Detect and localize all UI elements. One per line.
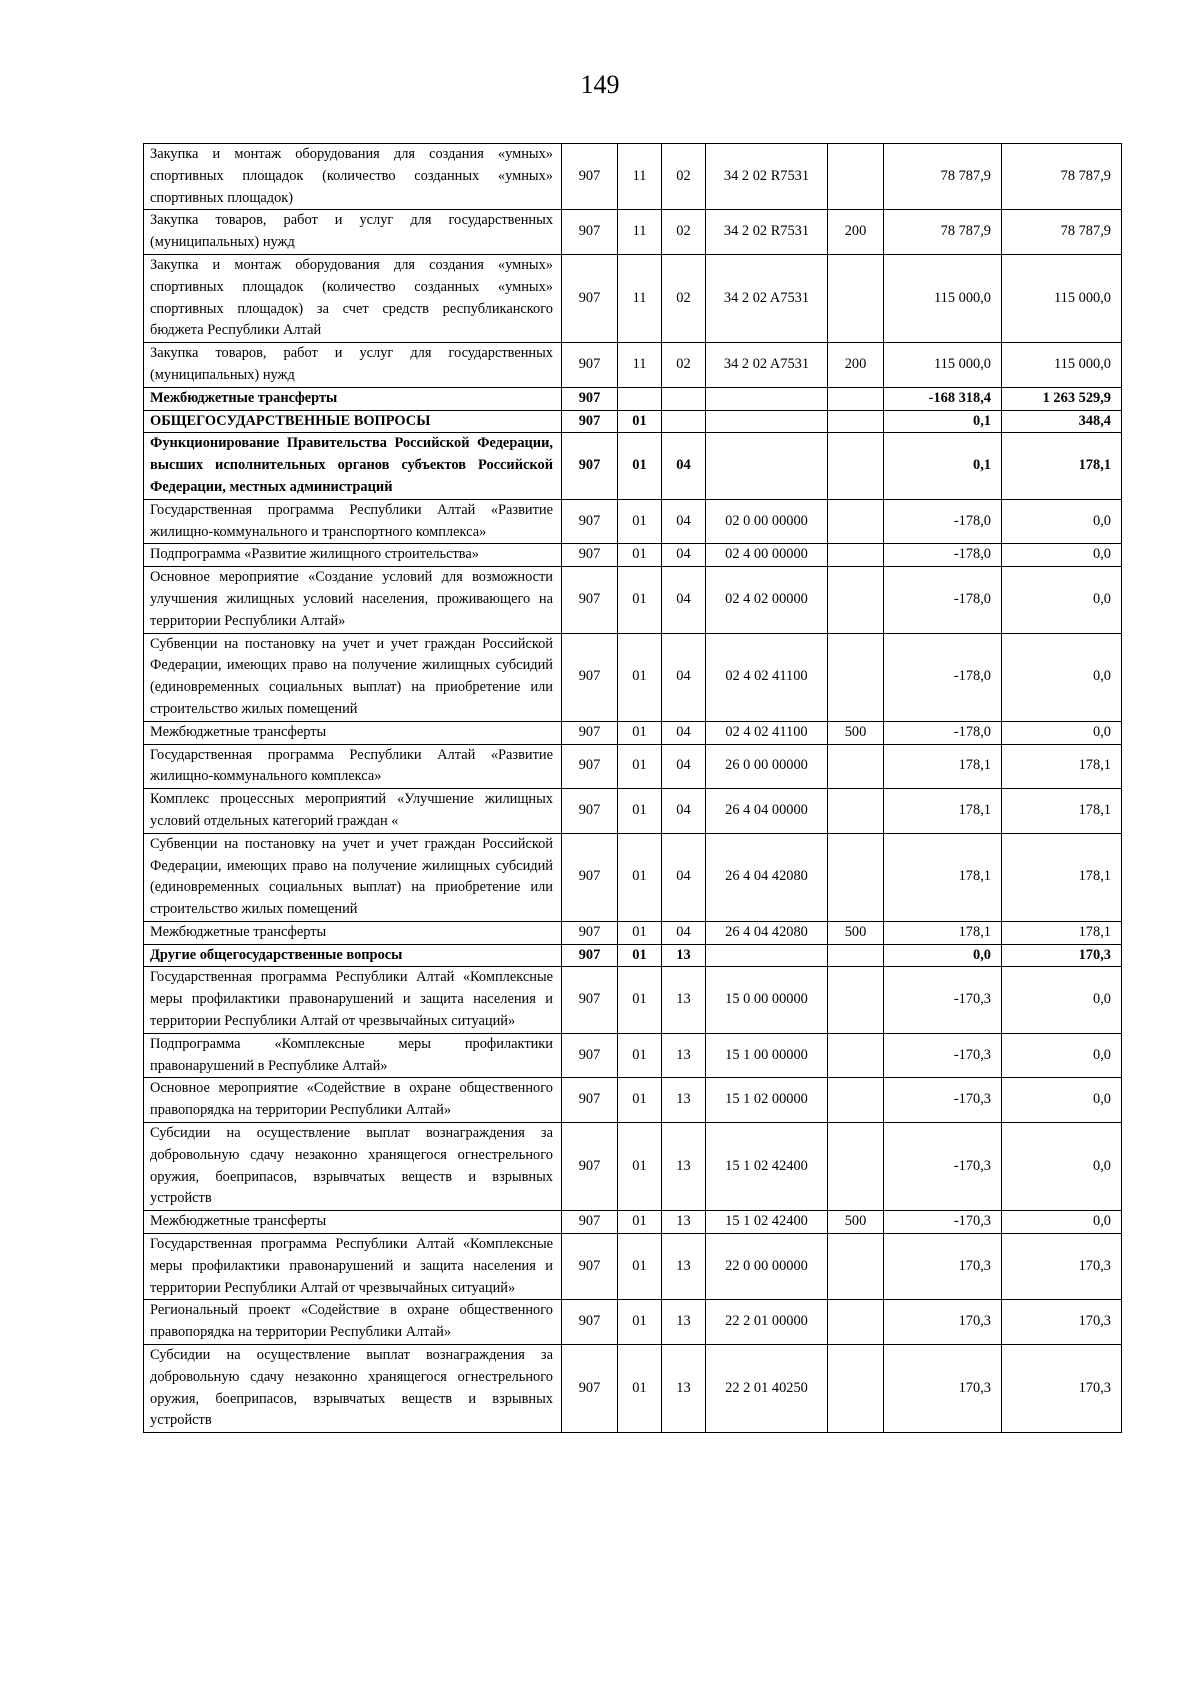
cell-code: 907 bbox=[562, 567, 618, 633]
cell-subsection bbox=[662, 387, 706, 410]
cell-name: Субсидии на осуществление выплат вознаграждения за добровольную сдачу незаконно хранящегося огнестрельного оружия, боеприпасов, взрывчатых веществ и взрывных устройств bbox=[144, 1123, 562, 1211]
cell-amount-2: 0,0 bbox=[1002, 544, 1122, 567]
cell-subsection: 04 bbox=[662, 499, 706, 544]
cell-section: 01 bbox=[618, 1033, 662, 1078]
cell-amount-2: 78 787,9 bbox=[1002, 144, 1122, 210]
cell-amount-2: 0,0 bbox=[1002, 499, 1122, 544]
cell-target-article: 02 4 02 00000 bbox=[706, 567, 828, 633]
cell-section: 01 bbox=[618, 1345, 662, 1433]
cell-section: 01 bbox=[618, 499, 662, 544]
cell-expense-type bbox=[828, 1078, 884, 1123]
cell-target-article: 02 4 00 00000 bbox=[706, 544, 828, 567]
cell-target-article: 34 2 02 A7531 bbox=[706, 343, 828, 388]
cell-code: 907 bbox=[562, 343, 618, 388]
cell-amount-2: 1 263 529,9 bbox=[1002, 387, 1122, 410]
table-row bbox=[144, 944, 1122, 967]
cell-subsection: 04 bbox=[662, 921, 706, 944]
cell-name: Основное мероприятие «Содействие в охране общественного правопорядка на территории Республики Алтай» bbox=[144, 1078, 562, 1123]
cell-amount-2: 170,3 bbox=[1002, 944, 1122, 967]
cell-amount-1: 0,0 bbox=[884, 944, 1002, 967]
cell-expense-type: 200 bbox=[828, 343, 884, 388]
cell-amount-2: 0,0 bbox=[1002, 1211, 1122, 1234]
cell-code: 907 bbox=[562, 410, 618, 433]
table-row bbox=[144, 567, 1122, 633]
cell-subsection: 04 bbox=[662, 721, 706, 744]
cell-amount-2: 178,1 bbox=[1002, 921, 1122, 944]
table-row bbox=[144, 544, 1122, 567]
cell-amount-2: 178,1 bbox=[1002, 433, 1122, 499]
cell-name: Другие общегосударственные вопросы bbox=[144, 944, 562, 967]
cell-amount-2: 348,4 bbox=[1002, 410, 1122, 433]
table-row bbox=[144, 144, 1122, 210]
cell-name: Государственная программа Республики Алтай «Комплексные меры профилактики правонарушений и защита населения и территории Республики Алтай от чрезвычайных ситуаций» bbox=[144, 967, 562, 1033]
cell-amount-1: -178,0 bbox=[884, 567, 1002, 633]
cell-amount-2: 0,0 bbox=[1002, 567, 1122, 633]
cell-expense-type bbox=[828, 789, 884, 834]
cell-amount-1: 178,1 bbox=[884, 833, 1002, 921]
cell-section: 01 bbox=[618, 1123, 662, 1211]
cell-expense-type: 500 bbox=[828, 1211, 884, 1234]
table-row bbox=[144, 254, 1122, 342]
cell-code: 907 bbox=[562, 1033, 618, 1078]
cell-code: 907 bbox=[562, 1211, 618, 1234]
cell-subsection: 02 bbox=[662, 210, 706, 255]
table-row bbox=[144, 210, 1122, 255]
cell-amount-1: -178,0 bbox=[884, 499, 1002, 544]
cell-amount-1: 78 787,9 bbox=[884, 210, 1002, 255]
cell-expense-type bbox=[828, 387, 884, 410]
cell-section: 11 bbox=[618, 144, 662, 210]
cell-expense-type: 200 bbox=[828, 210, 884, 255]
cell-subsection: 04 bbox=[662, 633, 706, 721]
cell-target-article: 26 4 04 42080 bbox=[706, 833, 828, 921]
cell-amount-2: 0,0 bbox=[1002, 1123, 1122, 1211]
cell-name: Субвенции на постановку на учет и учет граждан Российской Федерации, имеющих право на получение жилищных субсидий (единовременных социальных выплат) на приобретение или строительство жилых помещений bbox=[144, 833, 562, 921]
cell-expense-type bbox=[828, 567, 884, 633]
cell-name: Региональный проект «Содействие в охране общественного правопорядка на территории Республики Алтай» bbox=[144, 1300, 562, 1345]
cell-name: Основное мероприятие «Создание условий для возможности улучшения жилищных условий населения, проживающего на территории Республики Алтай» bbox=[144, 567, 562, 633]
cell-amount-1: -170,3 bbox=[884, 1211, 1002, 1234]
cell-code: 907 bbox=[562, 633, 618, 721]
cell-subsection: 04 bbox=[662, 833, 706, 921]
cell-section: 01 bbox=[618, 544, 662, 567]
cell-subsection bbox=[662, 410, 706, 433]
cell-amount-2: 178,1 bbox=[1002, 833, 1122, 921]
cell-name: Закупка товаров, работ и услуг для государственных (муниципальных) нужд bbox=[144, 210, 562, 255]
cell-name: Государственная программа Республики Алтай «Комплексные меры профилактики правонарушений и защита населения и территории Республики Алтай от чрезвычайных ситуаций» bbox=[144, 1234, 562, 1300]
cell-code: 907 bbox=[562, 833, 618, 921]
cell-section: 01 bbox=[618, 567, 662, 633]
cell-amount-1: 115 000,0 bbox=[884, 343, 1002, 388]
cell-expense-type bbox=[828, 967, 884, 1033]
table-row bbox=[144, 1234, 1122, 1300]
cell-section: 11 bbox=[618, 210, 662, 255]
cell-subsection: 02 bbox=[662, 144, 706, 210]
cell-target-article bbox=[706, 944, 828, 967]
cell-code: 907 bbox=[562, 387, 618, 410]
cell-name: Субсидии на осуществление выплат вознаграждения за добровольную сдачу незаконно хранящегося огнестрельного оружия, боеприпасов, взрывчатых веществ и взрывных устройств bbox=[144, 1345, 562, 1433]
table-row bbox=[144, 1345, 1122, 1433]
cell-amount-2: 0,0 bbox=[1002, 721, 1122, 744]
table-row bbox=[144, 967, 1122, 1033]
cell-section: 01 bbox=[618, 721, 662, 744]
cell-target-article: 02 0 00 00000 bbox=[706, 499, 828, 544]
cell-amount-2: 170,3 bbox=[1002, 1345, 1122, 1433]
cell-amount-2: 0,0 bbox=[1002, 1033, 1122, 1078]
cell-section: 01 bbox=[618, 744, 662, 789]
cell-code: 907 bbox=[562, 944, 618, 967]
cell-expense-type bbox=[828, 544, 884, 567]
page-number: 149 bbox=[580, 70, 620, 99]
cell-subsection: 04 bbox=[662, 789, 706, 834]
cell-amount-2: 170,3 bbox=[1002, 1300, 1122, 1345]
cell-expense-type: 500 bbox=[828, 721, 884, 744]
cell-section: 11 bbox=[618, 343, 662, 388]
cell-code: 907 bbox=[562, 1234, 618, 1300]
cell-code: 907 bbox=[562, 967, 618, 1033]
cell-target-article bbox=[706, 410, 828, 433]
table-row bbox=[144, 499, 1122, 544]
cell-section: 01 bbox=[618, 433, 662, 499]
cell-expense-type bbox=[828, 1300, 884, 1345]
cell-expense-type bbox=[828, 499, 884, 544]
cell-amount-1: -170,3 bbox=[884, 1033, 1002, 1078]
table-row bbox=[144, 1123, 1122, 1211]
cell-code: 907 bbox=[562, 1345, 618, 1433]
cell-section: 11 bbox=[618, 254, 662, 342]
cell-amount-1: -170,3 bbox=[884, 967, 1002, 1033]
cell-target-article bbox=[706, 433, 828, 499]
cell-amount-1: 170,3 bbox=[884, 1234, 1002, 1300]
cell-subsection: 13 bbox=[662, 1300, 706, 1345]
cell-amount-1: 178,1 bbox=[884, 921, 1002, 944]
cell-amount-2: 170,3 bbox=[1002, 1234, 1122, 1300]
cell-expense-type bbox=[828, 1234, 884, 1300]
cell-name: Межбюджетные трансферты bbox=[144, 921, 562, 944]
cell-target-article: 26 4 04 42080 bbox=[706, 921, 828, 944]
cell-expense-type bbox=[828, 944, 884, 967]
cell-expense-type bbox=[828, 433, 884, 499]
cell-name: Государственная программа Республики Алтай «Развитие жилищно-коммунального комплекса» bbox=[144, 744, 562, 789]
cell-target-article: 22 2 01 00000 bbox=[706, 1300, 828, 1345]
cell-target-article: 15 1 02 00000 bbox=[706, 1078, 828, 1123]
cell-expense-type bbox=[828, 1123, 884, 1211]
cell-amount-1: 170,3 bbox=[884, 1300, 1002, 1345]
cell-amount-1: -168 318,4 bbox=[884, 387, 1002, 410]
cell-code: 907 bbox=[562, 721, 618, 744]
cell-amount-2: 0,0 bbox=[1002, 633, 1122, 721]
cell-name: ОБЩЕГОСУДАРСТВЕННЫЕ ВОПРОСЫ bbox=[144, 410, 562, 433]
cell-subsection: 13 bbox=[662, 967, 706, 1033]
table-row bbox=[144, 789, 1122, 834]
cell-target-article: 15 1 02 42400 bbox=[706, 1211, 828, 1234]
table-row bbox=[144, 921, 1122, 944]
cell-target-article: 34 2 02 R7531 bbox=[706, 144, 828, 210]
cell-amount-2: 0,0 bbox=[1002, 967, 1122, 1033]
cell-code: 907 bbox=[562, 210, 618, 255]
cell-section: 01 bbox=[618, 833, 662, 921]
cell-amount-1: 178,1 bbox=[884, 789, 1002, 834]
cell-amount-1: -178,0 bbox=[884, 544, 1002, 567]
cell-name: Закупка и монтаж оборудования для создания «умных» спортивных площадок (количество созданных «умных» спортивных площадок) bbox=[144, 144, 562, 210]
cell-target-article: 26 4 04 00000 bbox=[706, 789, 828, 834]
cell-subsection: 13 bbox=[662, 1078, 706, 1123]
table-row bbox=[144, 1211, 1122, 1234]
cell-code: 907 bbox=[562, 1123, 618, 1211]
cell-target-article: 15 1 00 00000 bbox=[706, 1033, 828, 1078]
cell-target-article bbox=[706, 387, 828, 410]
budget-table bbox=[143, 143, 1122, 1433]
cell-section: 01 bbox=[618, 1300, 662, 1345]
cell-code: 907 bbox=[562, 433, 618, 499]
cell-amount-1: 78 787,9 bbox=[884, 144, 1002, 210]
cell-code: 907 bbox=[562, 921, 618, 944]
cell-section: 01 bbox=[618, 410, 662, 433]
cell-expense-type bbox=[828, 254, 884, 342]
cell-amount-1: -178,0 bbox=[884, 721, 1002, 744]
cell-subsection: 02 bbox=[662, 343, 706, 388]
table-row bbox=[144, 1078, 1122, 1123]
cell-code: 907 bbox=[562, 789, 618, 834]
cell-target-article: 02 4 02 41100 bbox=[706, 633, 828, 721]
table-row bbox=[144, 721, 1122, 744]
table-row bbox=[144, 1300, 1122, 1345]
cell-subsection: 13 bbox=[662, 1234, 706, 1300]
cell-amount-2: 178,1 bbox=[1002, 789, 1122, 834]
cell-amount-2: 115 000,0 bbox=[1002, 254, 1122, 342]
cell-amount-2: 0,0 bbox=[1002, 1078, 1122, 1123]
cell-name: Закупка и монтаж оборудования для создания «умных» спортивных площадок (количество созданных «умных» спортивных площадок) за счет средств республиканского бюджета Республики Алтай bbox=[144, 254, 562, 342]
table-row bbox=[144, 387, 1122, 410]
table-row bbox=[144, 433, 1122, 499]
table-row bbox=[144, 410, 1122, 433]
cell-code: 907 bbox=[562, 254, 618, 342]
cell-code: 907 bbox=[562, 544, 618, 567]
cell-name: Государственная программа Республики Алтай «Развитие жилищно-коммунального и транспортного комплекса» bbox=[144, 499, 562, 544]
cell-name: Межбюджетные трансферты bbox=[144, 387, 562, 410]
cell-target-article: 02 4 02 41100 bbox=[706, 721, 828, 744]
cell-section bbox=[618, 387, 662, 410]
cell-section: 01 bbox=[618, 1234, 662, 1300]
cell-section: 01 bbox=[618, 633, 662, 721]
cell-amount-1: -178,0 bbox=[884, 633, 1002, 721]
cell-name: Межбюджетные трансферты bbox=[144, 1211, 562, 1234]
cell-target-article: 26 0 00 00000 bbox=[706, 744, 828, 789]
cell-expense-type bbox=[828, 633, 884, 721]
cell-section: 01 bbox=[618, 1078, 662, 1123]
cell-expense-type bbox=[828, 144, 884, 210]
cell-name: Комплекс процессных мероприятий «Улучшение жилищных условий отдельных категорий граждан « bbox=[144, 789, 562, 834]
cell-name: Функционирование Правительства Российской Федерации, высших исполнительных органов субъектов Российской Федерации, местных администраций bbox=[144, 433, 562, 499]
cell-code: 907 bbox=[562, 1078, 618, 1123]
cell-target-article: 15 0 00 00000 bbox=[706, 967, 828, 1033]
cell-subsection: 04 bbox=[662, 433, 706, 499]
cell-expense-type bbox=[828, 1033, 884, 1078]
cell-section: 01 bbox=[618, 944, 662, 967]
cell-amount-1: 115 000,0 bbox=[884, 254, 1002, 342]
cell-section: 01 bbox=[618, 921, 662, 944]
cell-subsection: 04 bbox=[662, 567, 706, 633]
cell-target-article: 22 2 01 40250 bbox=[706, 1345, 828, 1433]
cell-subsection: 04 bbox=[662, 544, 706, 567]
cell-subsection: 13 bbox=[662, 1033, 706, 1078]
cell-amount-1: -170,3 bbox=[884, 1078, 1002, 1123]
cell-expense-type bbox=[828, 744, 884, 789]
cell-subsection: 13 bbox=[662, 944, 706, 967]
cell-amount-1: 0,1 bbox=[884, 433, 1002, 499]
cell-target-article: 34 2 02 A7531 bbox=[706, 254, 828, 342]
cell-amount-1: 170,3 bbox=[884, 1345, 1002, 1433]
cell-target-article: 34 2 02 R7531 bbox=[706, 210, 828, 255]
cell-expense-type bbox=[828, 833, 884, 921]
cell-name: Закупка товаров, работ и услуг для государственных (муниципальных) нужд bbox=[144, 343, 562, 388]
cell-section: 01 bbox=[618, 1211, 662, 1234]
table-body bbox=[144, 144, 1122, 1433]
cell-section: 01 bbox=[618, 789, 662, 834]
cell-subsection: 13 bbox=[662, 1345, 706, 1433]
cell-subsection: 13 bbox=[662, 1211, 706, 1234]
cell-target-article: 22 0 00 00000 bbox=[706, 1234, 828, 1300]
cell-amount-2: 78 787,9 bbox=[1002, 210, 1122, 255]
cell-code: 907 bbox=[562, 499, 618, 544]
cell-code: 907 bbox=[562, 1300, 618, 1345]
cell-subsection: 04 bbox=[662, 744, 706, 789]
cell-name: Подпрограмма «Развитие жилищного строительства» bbox=[144, 544, 562, 567]
table-row bbox=[144, 633, 1122, 721]
cell-amount-1: -170,3 bbox=[884, 1123, 1002, 1211]
cell-subsection: 13 bbox=[662, 1123, 706, 1211]
cell-name: Подпрограмма «Комплексные меры профилактики правонарушений в Республике Алтай» bbox=[144, 1033, 562, 1078]
cell-code: 907 bbox=[562, 744, 618, 789]
cell-expense-type bbox=[828, 410, 884, 433]
cell-expense-type: 500 bbox=[828, 921, 884, 944]
cell-amount-1: 178,1 bbox=[884, 744, 1002, 789]
cell-section: 01 bbox=[618, 967, 662, 1033]
cell-amount-2: 178,1 bbox=[1002, 744, 1122, 789]
table-row bbox=[144, 744, 1122, 789]
table-row bbox=[144, 343, 1122, 388]
cell-name: Субвенции на постановку на учет и учет граждан Российской Федерации, имеющих право на получение жилищных субсидий (единовременных социальных выплат) на приобретение или строительство жилых помещений bbox=[144, 633, 562, 721]
cell-amount-1: 0,1 bbox=[884, 410, 1002, 433]
cell-target-article: 15 1 02 42400 bbox=[706, 1123, 828, 1211]
cell-subsection: 02 bbox=[662, 254, 706, 342]
table-row bbox=[144, 1033, 1122, 1078]
cell-name: Межбюджетные трансферты bbox=[144, 721, 562, 744]
cell-expense-type bbox=[828, 1345, 884, 1433]
cell-code: 907 bbox=[562, 144, 618, 210]
table-row bbox=[144, 833, 1122, 921]
cell-amount-2: 115 000,0 bbox=[1002, 343, 1122, 388]
